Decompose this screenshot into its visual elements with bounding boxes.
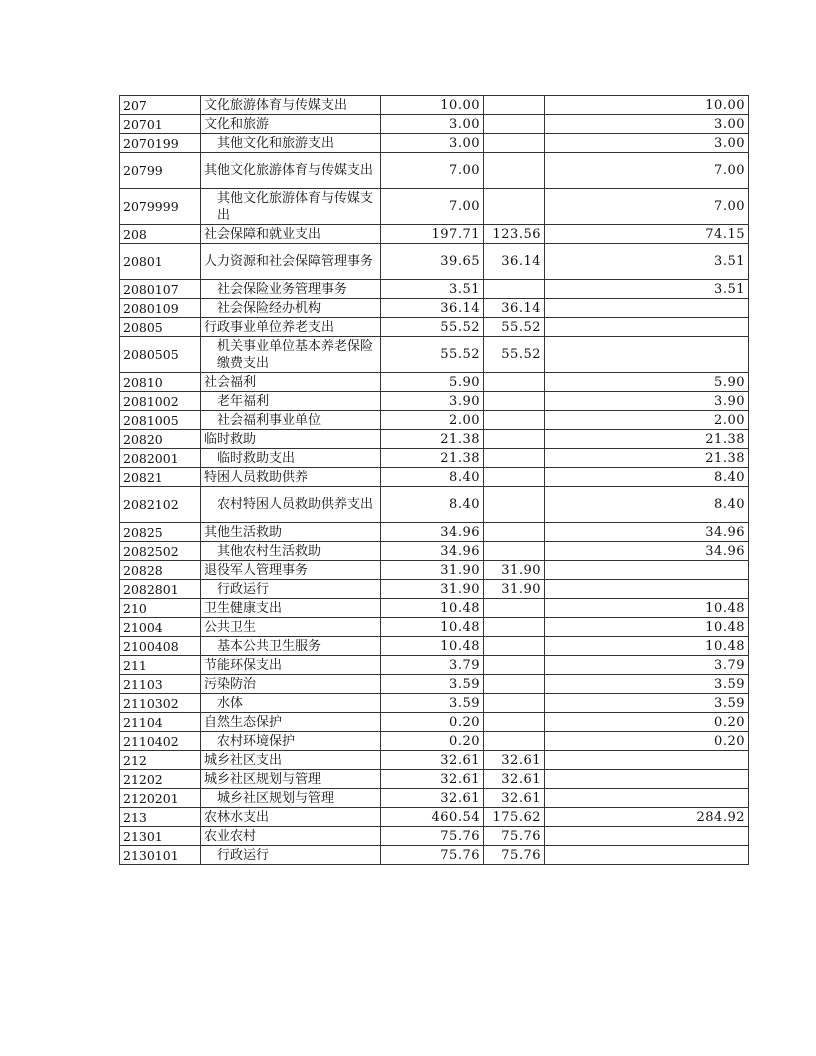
subject-code-cell: 20820 xyxy=(120,430,201,449)
total-amount-cell: 0.20 xyxy=(381,732,484,751)
table-row xyxy=(120,770,749,789)
basic-expense-cell: 32.61 xyxy=(484,770,545,789)
subject-name-cell: 社会保险业务管理事务 xyxy=(201,280,381,299)
project-expense-cell xyxy=(545,846,749,865)
subject-code-cell: 2082801 xyxy=(120,580,201,599)
project-expense-cell: 10.48 xyxy=(545,637,749,656)
basic-expense-cell xyxy=(484,280,545,299)
project-expense-cell: 7.00 xyxy=(545,153,749,189)
subject-code-cell: 2070199 xyxy=(120,134,201,153)
total-amount-cell: 75.76 xyxy=(381,827,484,846)
subject-code-cell: 211 xyxy=(120,656,201,675)
project-expense-cell xyxy=(545,827,749,846)
table-row xyxy=(120,523,749,542)
table-row xyxy=(120,827,749,846)
total-amount-cell: 75.76 xyxy=(381,846,484,865)
total-amount-cell: 34.96 xyxy=(381,542,484,561)
basic-expense-cell xyxy=(484,637,545,656)
basic-expense-cell xyxy=(484,713,545,732)
total-amount-cell: 32.61 xyxy=(381,789,484,808)
subject-name-cell: 行政事业单位养老支出 xyxy=(201,318,381,337)
table-row xyxy=(120,789,749,808)
subject-code-cell: 20821 xyxy=(120,468,201,487)
project-expense-cell: 3.59 xyxy=(545,675,749,694)
project-expense-cell: 3.79 xyxy=(545,656,749,675)
total-amount-cell: 5.90 xyxy=(381,373,484,392)
project-expense-cell: 3.00 xyxy=(545,115,749,134)
subject-name-cell: 农林水支出 xyxy=(201,808,381,827)
project-expense-cell: 5.90 xyxy=(545,373,749,392)
subject-name-cell: 农业农村 xyxy=(201,827,381,846)
subject-name-cell: 其他文化旅游体育与传媒支出 xyxy=(201,153,381,189)
table-row xyxy=(120,487,749,523)
subject-name-cell: 社会福利 xyxy=(201,373,381,392)
basic-expense-cell xyxy=(484,732,545,751)
total-amount-cell: 197.71 xyxy=(381,225,484,244)
subject-name-cell: 文化旅游体育与传媒支出 xyxy=(201,96,381,115)
total-amount-cell: 55.52 xyxy=(381,337,484,373)
subject-name-cell: 污染防治 xyxy=(201,675,381,694)
table-row xyxy=(120,411,749,430)
total-amount-cell: 3.59 xyxy=(381,675,484,694)
subject-code-cell: 2080505 xyxy=(120,337,201,373)
total-amount-cell: 3.00 xyxy=(381,134,484,153)
total-amount-cell: 21.38 xyxy=(381,449,484,468)
project-expense-cell xyxy=(545,580,749,599)
project-expense-cell: 21.38 xyxy=(545,449,749,468)
basic-expense-cell: 36.14 xyxy=(484,244,545,280)
basic-expense-cell xyxy=(484,542,545,561)
total-amount-cell: 31.90 xyxy=(381,580,484,599)
subject-name-cell: 城乡社区支出 xyxy=(201,751,381,770)
table-row xyxy=(120,392,749,411)
table-row xyxy=(120,846,749,865)
subject-name-cell: 其他生活救助 xyxy=(201,523,381,542)
total-amount-cell: 32.61 xyxy=(381,770,484,789)
project-expense-cell: 74.15 xyxy=(545,225,749,244)
subject-code-cell: 21104 xyxy=(120,713,201,732)
subject-name-cell: 行政运行 xyxy=(201,846,381,865)
table-row xyxy=(120,299,749,318)
table-row xyxy=(120,808,749,827)
project-expense-cell: 3.59 xyxy=(545,694,749,713)
subject-code-cell: 212 xyxy=(120,751,201,770)
project-expense-cell xyxy=(545,751,749,770)
total-amount-cell: 8.40 xyxy=(381,468,484,487)
table-row xyxy=(120,656,749,675)
table-row xyxy=(120,115,749,134)
subject-code-cell: 2100408 xyxy=(120,637,201,656)
basic-expense-cell xyxy=(484,656,545,675)
subject-code-cell: 2130101 xyxy=(120,846,201,865)
subject-name-cell: 其他文化和旅游支出 xyxy=(201,134,381,153)
basic-expense-cell xyxy=(484,694,545,713)
subject-code-cell: 21103 xyxy=(120,675,201,694)
total-amount-cell: 3.51 xyxy=(381,280,484,299)
project-expense-cell: 3.00 xyxy=(545,134,749,153)
basic-expense-cell xyxy=(484,523,545,542)
subject-name-cell: 其他文化旅游体育与传媒支出 xyxy=(201,189,381,225)
subject-code-cell: 2110402 xyxy=(120,732,201,751)
subject-name-cell: 公共卫生 xyxy=(201,618,381,637)
basic-expense-cell xyxy=(484,411,545,430)
basic-expense-cell: 32.61 xyxy=(484,789,545,808)
basic-expense-cell: 55.52 xyxy=(484,337,545,373)
table-row xyxy=(120,134,749,153)
total-amount-cell: 10.48 xyxy=(381,618,484,637)
table-row xyxy=(120,713,749,732)
basic-expense-cell xyxy=(484,153,545,189)
project-expense-cell: 10.48 xyxy=(545,618,749,637)
project-expense-cell: 3.90 xyxy=(545,392,749,411)
total-amount-cell: 2.00 xyxy=(381,411,484,430)
subject-name-cell: 行政运行 xyxy=(201,580,381,599)
subject-code-cell: 21004 xyxy=(120,618,201,637)
total-amount-cell: 0.20 xyxy=(381,713,484,732)
basic-expense-cell: 31.90 xyxy=(484,580,545,599)
total-amount-cell: 7.00 xyxy=(381,189,484,225)
subject-name-cell: 农村环境保护 xyxy=(201,732,381,751)
subject-code-cell: 20810 xyxy=(120,373,201,392)
total-amount-cell: 7.00 xyxy=(381,153,484,189)
table-row xyxy=(120,430,749,449)
subject-code-cell: 20799 xyxy=(120,153,201,189)
basic-expense-cell xyxy=(484,468,545,487)
project-expense-cell xyxy=(545,770,749,789)
subject-name-cell: 卫生健康支出 xyxy=(201,599,381,618)
subject-code-cell: 2081002 xyxy=(120,392,201,411)
project-expense-cell: 7.00 xyxy=(545,189,749,225)
total-amount-cell: 10.48 xyxy=(381,637,484,656)
table-row xyxy=(120,599,749,618)
table-row xyxy=(120,618,749,637)
basic-expense-cell xyxy=(484,449,545,468)
basic-expense-cell xyxy=(484,599,545,618)
project-expense-cell: 0.20 xyxy=(545,713,749,732)
project-expense-cell: 3.51 xyxy=(545,244,749,280)
project-expense-cell xyxy=(545,789,749,808)
basic-expense-cell: 36.14 xyxy=(484,299,545,318)
project-expense-cell: 34.96 xyxy=(545,542,749,561)
table-row xyxy=(120,96,749,115)
subject-name-cell: 社会保险经办机构 xyxy=(201,299,381,318)
subject-code-cell: 2082001 xyxy=(120,449,201,468)
basic-expense-cell: 31.90 xyxy=(484,561,545,580)
project-expense-cell: 10.00 xyxy=(545,96,749,115)
subject-name-cell: 基本公共卫生服务 xyxy=(201,637,381,656)
subject-name-cell: 临时救助 xyxy=(201,430,381,449)
subject-name-cell: 老年福利 xyxy=(201,392,381,411)
budget-table-body xyxy=(120,96,749,865)
subject-name-cell: 城乡社区规划与管理 xyxy=(201,789,381,808)
basic-expense-cell xyxy=(484,487,545,523)
subject-code-cell: 2080109 xyxy=(120,299,201,318)
total-amount-cell: 460.54 xyxy=(381,808,484,827)
basic-expense-cell xyxy=(484,618,545,637)
basic-expense-cell: 55.52 xyxy=(484,318,545,337)
table-row xyxy=(120,732,749,751)
basic-expense-cell: 75.76 xyxy=(484,827,545,846)
subject-code-cell: 2080107 xyxy=(120,280,201,299)
subject-name-cell: 其他农村生活救助 xyxy=(201,542,381,561)
total-amount-cell: 39.65 xyxy=(381,244,484,280)
subject-code-cell: 20801 xyxy=(120,244,201,280)
total-amount-cell: 55.52 xyxy=(381,318,484,337)
subject-code-cell: 210 xyxy=(120,599,201,618)
subject-code-cell: 2110302 xyxy=(120,694,201,713)
subject-code-cell: 2081005 xyxy=(120,411,201,430)
subject-name-cell: 机关事业单位基本养老保险缴费支出 xyxy=(201,337,381,373)
project-expense-cell: 10.48 xyxy=(545,599,749,618)
subject-name-cell: 水体 xyxy=(201,694,381,713)
table-row xyxy=(120,153,749,189)
total-amount-cell: 3.90 xyxy=(381,392,484,411)
table-row xyxy=(120,637,749,656)
table-row xyxy=(120,225,749,244)
table-row xyxy=(120,542,749,561)
subject-name-cell: 社会保障和就业支出 xyxy=(201,225,381,244)
total-amount-cell: 10.00 xyxy=(381,96,484,115)
total-amount-cell: 21.38 xyxy=(381,430,484,449)
project-expense-cell xyxy=(545,299,749,318)
subject-name-cell: 城乡社区规划与管理 xyxy=(201,770,381,789)
basic-expense-cell xyxy=(484,115,545,134)
subject-name-cell: 自然生态保护 xyxy=(201,713,381,732)
table-row xyxy=(120,189,749,225)
subject-code-cell: 2082502 xyxy=(120,542,201,561)
total-amount-cell: 32.61 xyxy=(381,751,484,770)
subject-code-cell: 20701 xyxy=(120,115,201,134)
project-expense-cell: 0.20 xyxy=(545,732,749,751)
project-expense-cell: 2.00 xyxy=(545,411,749,430)
table-row xyxy=(120,373,749,392)
table-row xyxy=(120,751,749,770)
project-expense-cell: 21.38 xyxy=(545,430,749,449)
subject-name-cell: 人力资源和社会保障管理事务 xyxy=(201,244,381,280)
subject-code-cell: 20805 xyxy=(120,318,201,337)
table-row xyxy=(120,280,749,299)
project-expense-cell: 8.40 xyxy=(545,468,749,487)
table-row xyxy=(120,561,749,580)
subject-name-cell: 农村特困人员救助供养支出 xyxy=(201,487,381,523)
subject-name-cell: 临时救助支出 xyxy=(201,449,381,468)
subject-code-cell: 208 xyxy=(120,225,201,244)
subject-name-cell: 文化和旅游 xyxy=(201,115,381,134)
total-amount-cell: 31.90 xyxy=(381,561,484,580)
basic-expense-cell: 75.76 xyxy=(484,846,545,865)
project-expense-cell xyxy=(545,318,749,337)
total-amount-cell: 3.59 xyxy=(381,694,484,713)
table-row xyxy=(120,675,749,694)
project-expense-cell: 8.40 xyxy=(545,487,749,523)
subject-code-cell: 2079999 xyxy=(120,189,201,225)
project-expense-cell: 3.51 xyxy=(545,280,749,299)
subject-code-cell: 2082102 xyxy=(120,487,201,523)
subject-code-cell: 213 xyxy=(120,808,201,827)
subject-code-cell: 207 xyxy=(120,96,201,115)
subject-code-cell: 20828 xyxy=(120,561,201,580)
subject-name-cell: 节能环保支出 xyxy=(201,656,381,675)
table-row xyxy=(120,694,749,713)
basic-expense-cell: 32.61 xyxy=(484,751,545,770)
project-expense-cell: 34.96 xyxy=(545,523,749,542)
total-amount-cell: 3.00 xyxy=(381,115,484,134)
basic-expense-cell xyxy=(484,373,545,392)
basic-expense-cell xyxy=(484,134,545,153)
total-amount-cell: 10.48 xyxy=(381,599,484,618)
basic-expense-cell xyxy=(484,96,545,115)
subject-code-cell: 20825 xyxy=(120,523,201,542)
subject-name-cell: 特困人员救助供养 xyxy=(201,468,381,487)
basic-expense-cell: 123.56 xyxy=(484,225,545,244)
subject-name-cell: 社会福利事业单位 xyxy=(201,411,381,430)
total-amount-cell: 36.14 xyxy=(381,299,484,318)
table-row xyxy=(120,337,749,373)
project-expense-cell: 284.92 xyxy=(545,808,749,827)
subject-code-cell: 2120201 xyxy=(120,789,201,808)
table-row xyxy=(120,468,749,487)
project-expense-cell xyxy=(545,337,749,373)
table-row xyxy=(120,580,749,599)
project-expense-cell xyxy=(545,561,749,580)
basic-expense-cell: 175.62 xyxy=(484,808,545,827)
subject-code-cell: 21202 xyxy=(120,770,201,789)
total-amount-cell: 8.40 xyxy=(381,487,484,523)
table-row xyxy=(120,449,749,468)
basic-expense-cell xyxy=(484,430,545,449)
table-row xyxy=(120,318,749,337)
budget-table xyxy=(119,95,749,865)
table-row xyxy=(120,244,749,280)
basic-expense-cell xyxy=(484,189,545,225)
subject-name-cell: 退役军人管理事务 xyxy=(201,561,381,580)
basic-expense-cell xyxy=(484,392,545,411)
total-amount-cell: 3.79 xyxy=(381,656,484,675)
total-amount-cell: 34.96 xyxy=(381,523,484,542)
subject-code-cell: 21301 xyxy=(120,827,201,846)
basic-expense-cell xyxy=(484,675,545,694)
